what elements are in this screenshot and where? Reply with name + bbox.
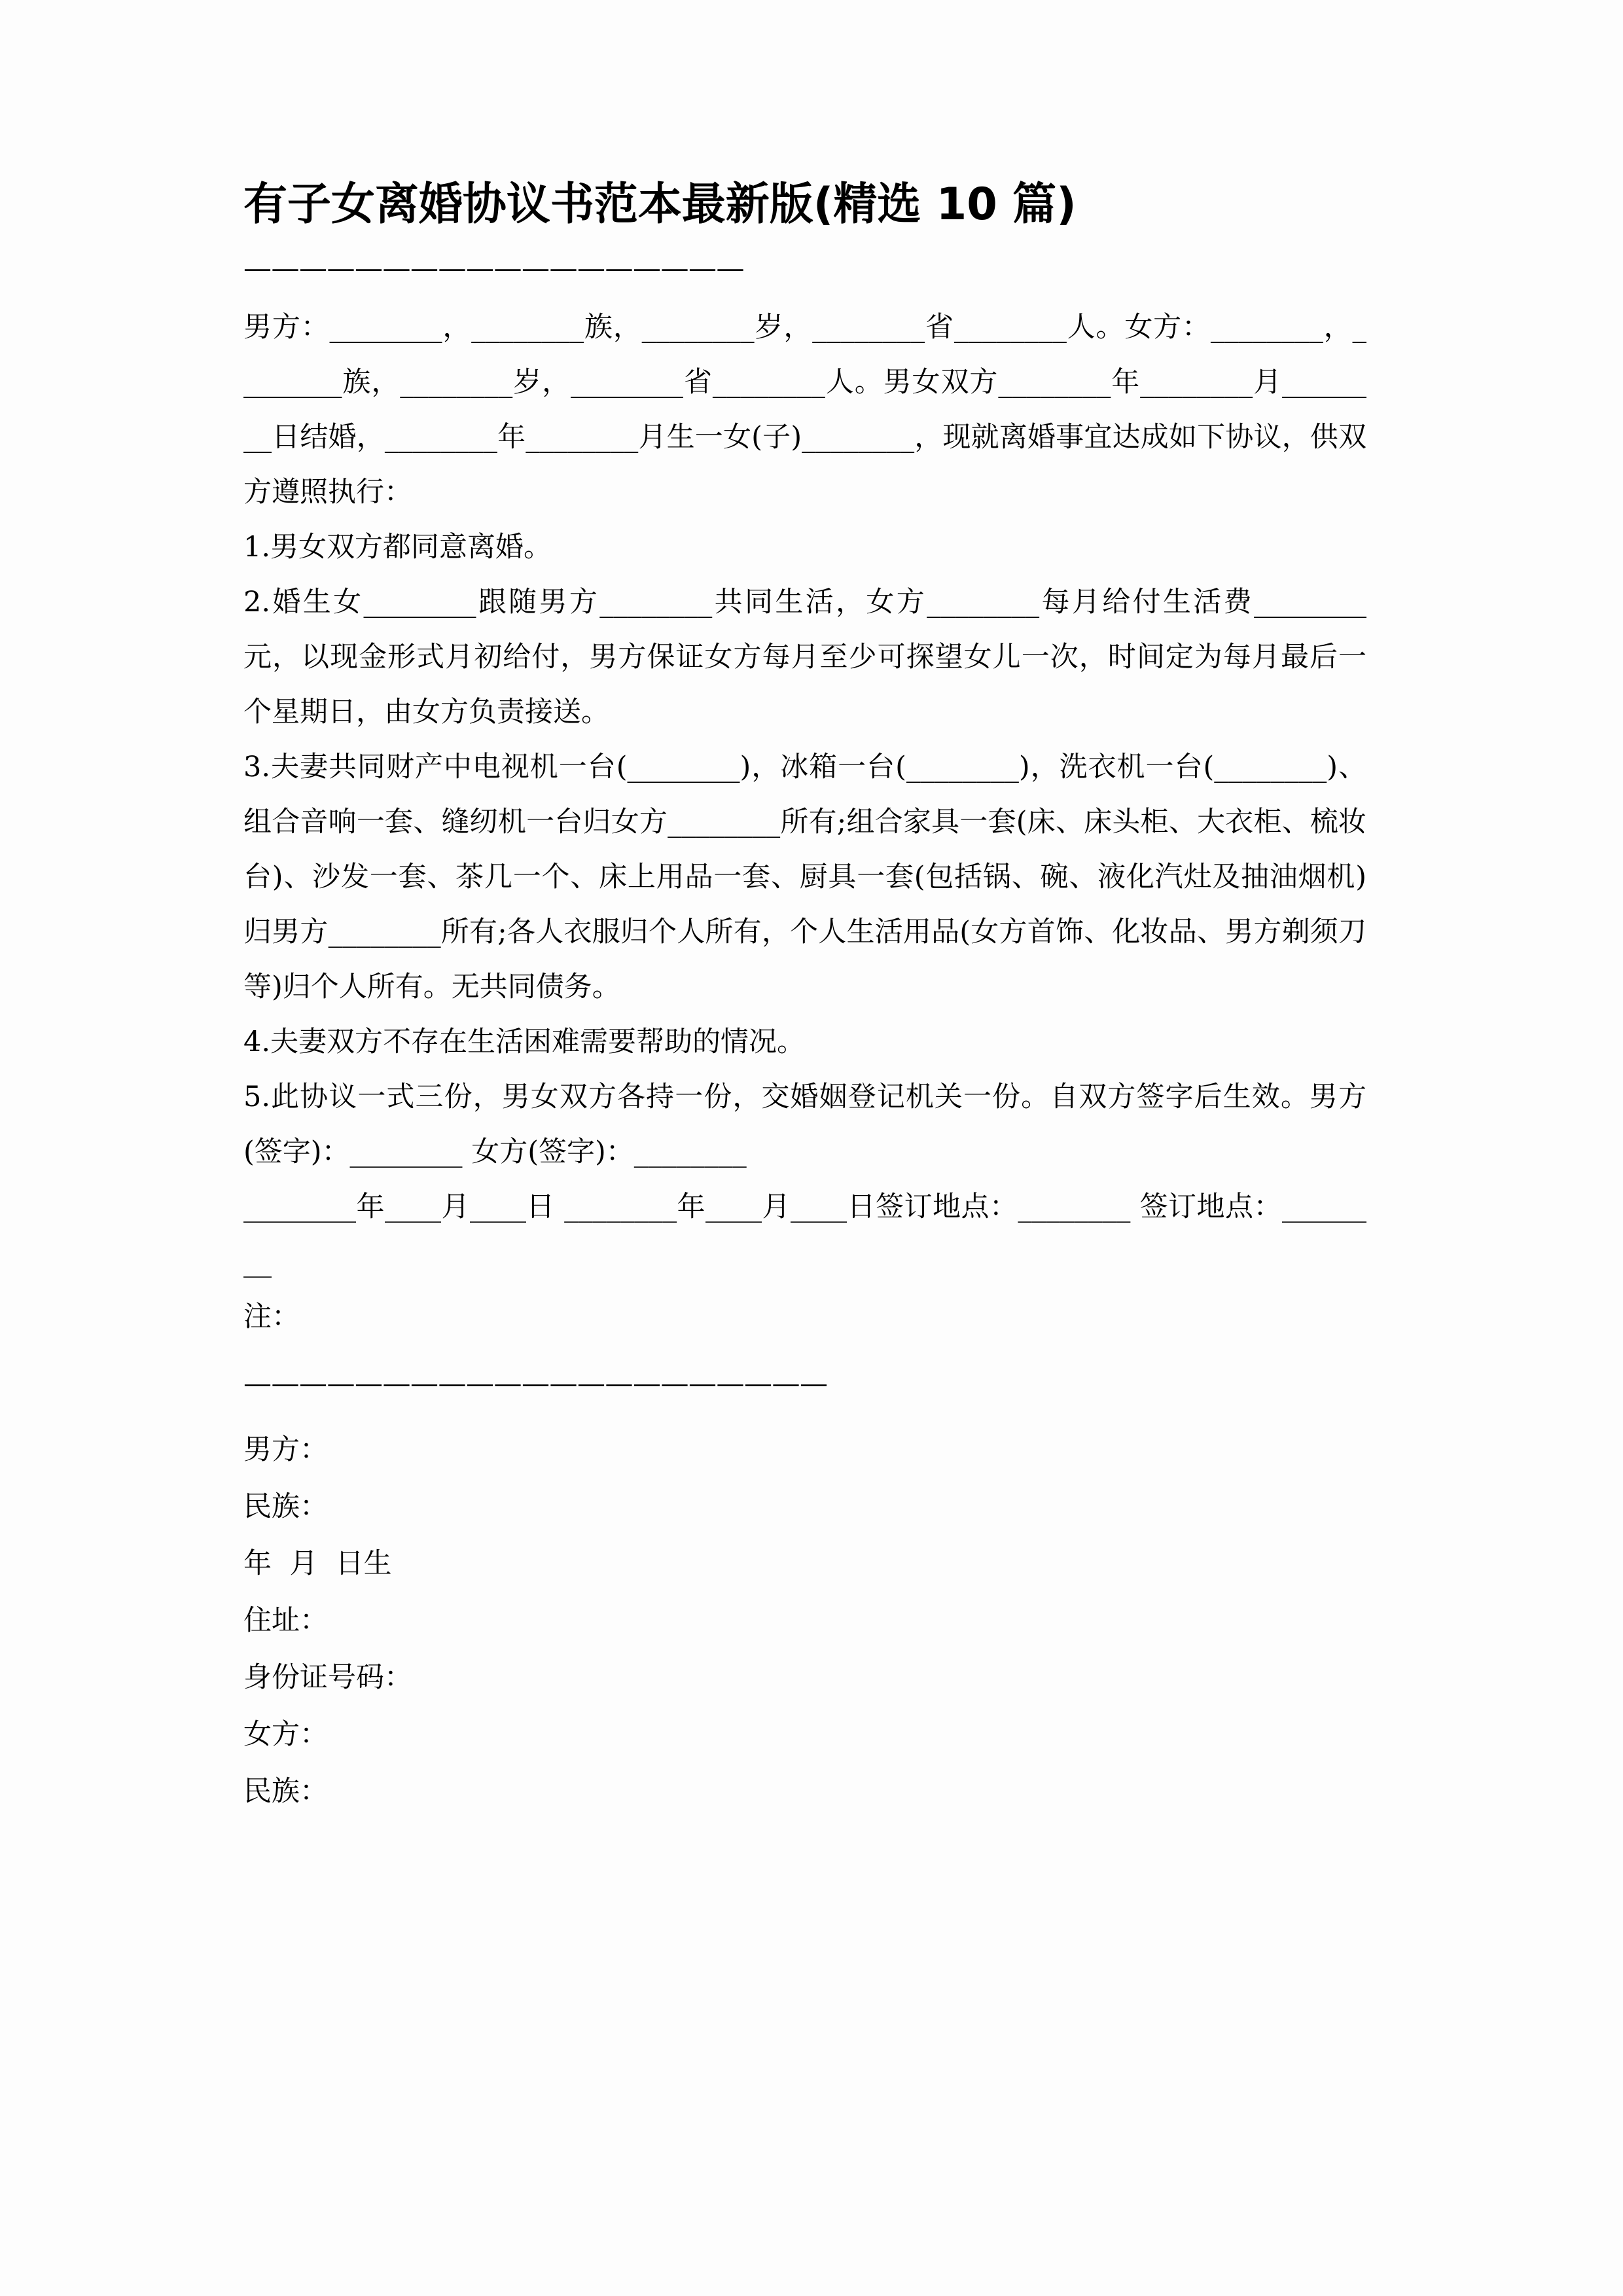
paragraph-note-label: 注：	[243, 1300, 300, 1333]
field-husband-id-number: 身份证号码：	[243, 1661, 412, 1694]
field-husband-ethnicity: 民族：	[243, 1490, 328, 1523]
paragraph-clause-1: 1.男女双方都同意离婚。	[243, 531, 552, 564]
page-title: 有子女离婚协议书范本最新版(精选 10 篇)	[243, 179, 1077, 230]
field-husband-address: 住址：	[243, 1604, 328, 1637]
paragraph-clause-5: 5.此协议一式三份，男女双方各持一份，交婚姻登记机关一份。自双方签字后生效。男方(签字)：________ 女方(签字)：________	[243, 1081, 1366, 1168]
field-wife-name: 女方：	[243, 1718, 328, 1751]
field-husband-birthdate: 年 月 日生	[243, 1547, 392, 1580]
field-wife-ethnicity: 民族：	[243, 1775, 328, 1808]
field-husband-name: 男方：	[243, 1433, 328, 1466]
paragraph-date-and-place: ________年____月____日 ________年____月____日签订地点：________ 签订地点：________	[243, 1191, 1366, 1278]
separator-rule-middle: —————————————————————	[243, 1367, 828, 1400]
paragraph-clause-4: 4.夫妻双方不存在生活困难需要帮助的情况。	[243, 1026, 806, 1058]
separator-rule-top: ——————————————————	[243, 252, 744, 285]
document-content	[243, 177, 1366, 1820]
paragraph-clause-2: 2.婚生女________跟随男方________共同生活，女方________每月给付生活费________元，以现金形式月初给付，男方保证女方每月至少可探望女儿一次，时间定为每月最后一个星期日，由女方负责接送。	[243, 586, 1366, 728]
paragraph-parties-intro: 男方：________，________族，________岁，________省________人。女方：________，________族，________岁，________省________人。男女双方________年________月________日结婚，________年________月生一女(子)________，现就离婚事宜达成如下协议，供双方遵照执行：	[243, 311, 1366, 509]
paragraph-clause-3: 3.夫妻共同财产中电视机一台(________)，冰箱一台(________)，洗衣机一台(________)、组合音响一套、缝纫机一台归女方________所有;组合家具一套(床、床头柜、大衣柜、梳妆台)、沙发一套、茶几一个、床上用品一套、厨具一套(包括锅、碗、液化汽灶及抽油烟机)归男方________所有;各人衣服归个人所有，个人生活用品(女方首饰、化妆品、男方剃须刀等)归个人所有。无共同债务。	[243, 751, 1366, 1003]
